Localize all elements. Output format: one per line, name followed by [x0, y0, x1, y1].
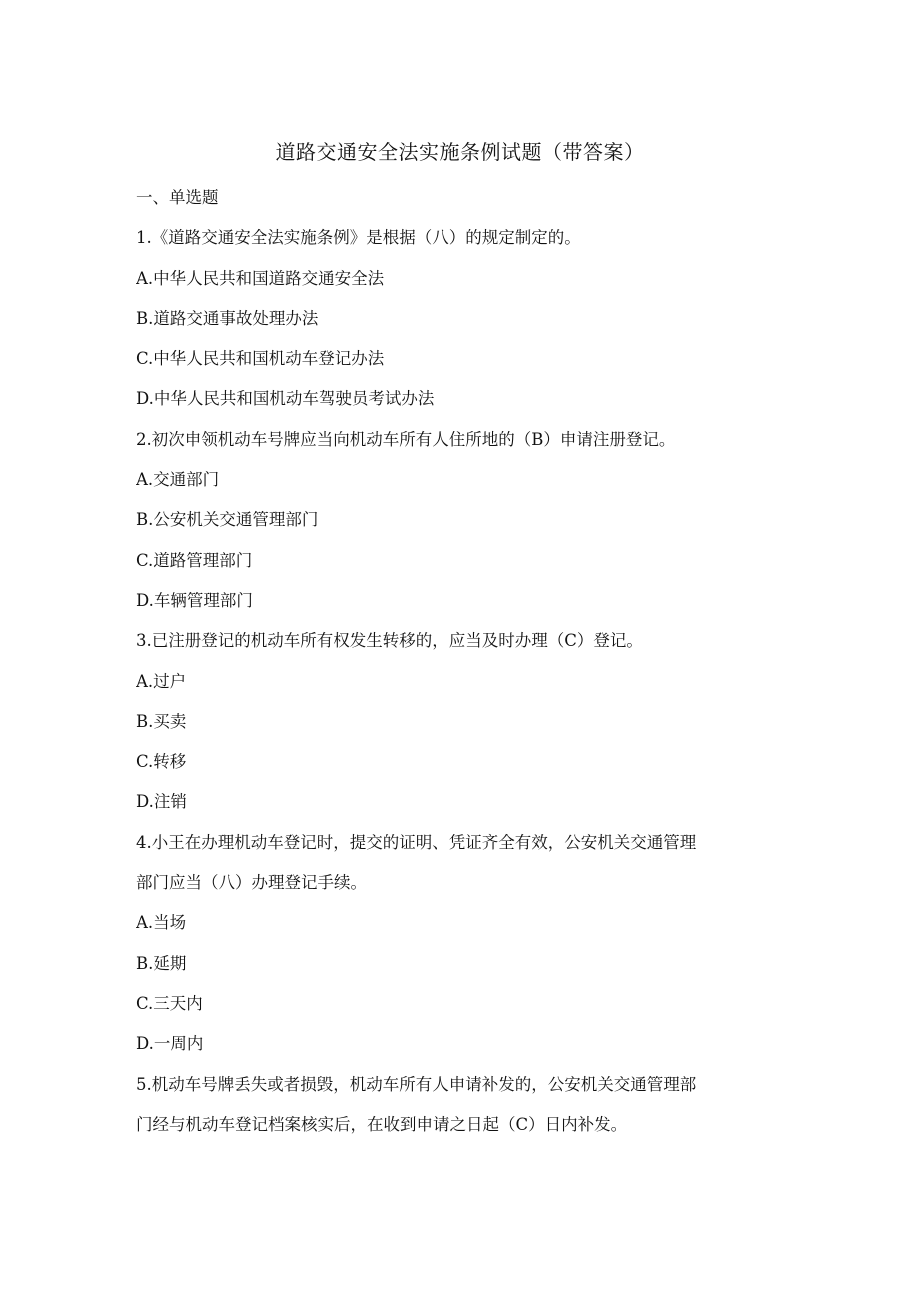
option-line: B.买卖 [136, 711, 187, 731]
question-4-continued: 部门应当（八）办理登记手续。 [136, 873, 367, 893]
option-line: D.注销 [136, 792, 187, 812]
section-heading: 一、单选题 [136, 188, 219, 207]
option-line: D.车辆管理部门 [136, 590, 253, 610]
option-line: B.公安机关交通管理部门 [136, 510, 319, 530]
question-5-continued: 门经与机动车登记档案核实后，在收到申请之日起（C）日内补发。 [136, 1114, 628, 1134]
question-2: 2.初次申领机动车号牌应当向机动车所有人住所地的（B）申请注册登记。 [136, 429, 676, 449]
option-line: A.交通部门 [136, 470, 220, 490]
option-line: D.一周内 [136, 1034, 204, 1054]
question-3: 3.已注册登记的机动车所有权发生转移的，应当及时办理（C）登记。 [136, 631, 643, 651]
option-line: A.过户 [136, 671, 187, 691]
question-1: 1.《道路交通安全法实施条例》是根据（八）的规定制定的。 [136, 228, 581, 248]
question-4: 4.小王在办理机动车登记时，提交的证明、凭证齐全有效，公安机关交通管理 [136, 832, 697, 852]
option-line: A.中华人民共和国道路交通安全法 [136, 268, 385, 288]
option-line: C.三天内 [136, 993, 203, 1013]
document-title: 道路交通安全法实施条例试题（带答案） [275, 140, 645, 164]
option-line: C.中华人民共和国机动车登记办法 [136, 349, 385, 369]
document-body [136, 185, 786, 1152]
option-line: A.当场 [136, 913, 187, 933]
option-line: B.延期 [136, 953, 187, 973]
option-line: C.转移 [136, 752, 187, 772]
question-5: 5.机动车号牌丢失或者损毁，机动车所有人申请补发的，公安机关交通管理部 [136, 1074, 697, 1094]
option-line: B.道路交通事故处理办法 [136, 308, 319, 328]
option-line: D.中华人民共和国机动车驾驶员考试办法 [136, 389, 435, 409]
option-line: C.道路管理部门 [136, 550, 253, 570]
